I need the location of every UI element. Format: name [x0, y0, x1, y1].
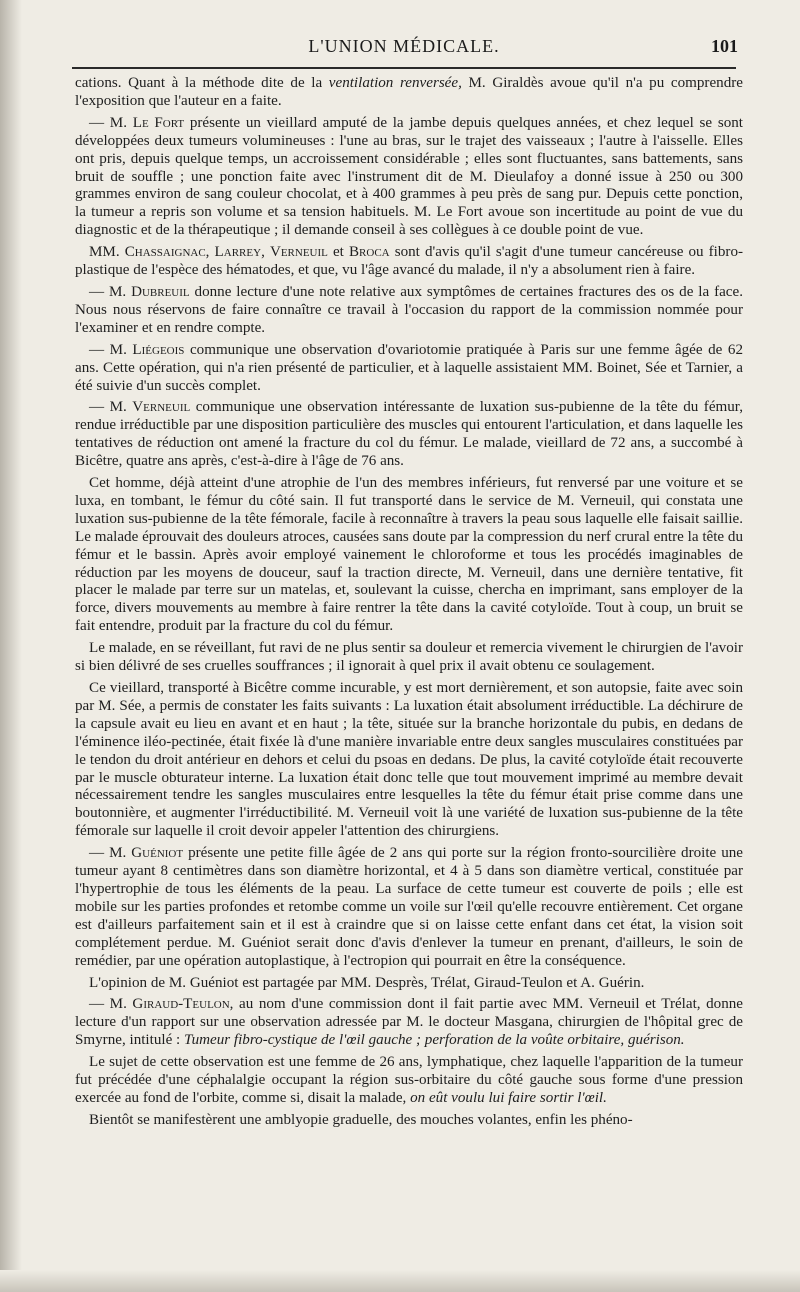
page-bottom-shadow	[0, 1270, 800, 1292]
text-run: communique une observation intéressante de luxation sus-pubienne de la tête du fémur, rendue irréductible par une disposition particulière des muscles qui entourent l'articulation, et dans laquelle les tentatives de réduction ont amené la fracture du col du fémur. Le malade, vieillard de 72 ans, a succombé à Bicêtre, quatre ans après, c'est-à-dire à l'âge de 76 ans.	[75, 399, 743, 470]
text-run: communique une observation d'ovariotomie pratiquée à Paris sur une femme âgée de 62 ans. Cette opération, qui n'a rien présenté de particulier, et à laquelle assistaient MM. Boinet, Sée et Tarnier, a été suivie d'un succès complet.	[75, 341, 743, 394]
paragraph	[75, 1112, 743, 1130]
paragraph	[75, 244, 743, 280]
italic-text: on eût voulu lui faire sortir l'œil.	[410, 1089, 607, 1106]
text-run: et	[327, 244, 349, 261]
text-run: donne lecture d'une note relative aux symptômes de certaines fractures des os de la face. Nous nous réservons de faire connaître ce travail à l'occasion du rapport de la commission nommée pour l'examiner et en rendre compte.	[75, 283, 743, 336]
author-name: Chassaignac	[124, 244, 206, 261]
text-run: ,	[205, 244, 215, 261]
text-run: — M.	[89, 341, 133, 358]
paragraph	[75, 1054, 743, 1108]
paragraph	[75, 75, 743, 111]
author-name: Verneuil	[132, 399, 191, 416]
running-title: L'UNION MÉDICALE.	[308, 36, 500, 56]
paragraph	[75, 640, 743, 676]
page-number: 101	[711, 36, 738, 56]
text-run: présente un vieillard amputé de la jambe depuis quelques années, et chez lequel se sont développées deux tumeurs volumineuses : l'une au bras, sur le trajet des vaisseaux ; l'autre à l'aisselle. Elles ont pris, depuis quelque temps, un accroissement considérable ; elles sont fluctuantes, sans battements, sans bruit de souffle ; une ponction faite avec l'instrument dit de M. Dieulafoy a donné issue à 250 ou 300 grammes environ de sang couleur chocolat, et à 400 grammes à peu près de sang pur. Depuis cette ponction, la tumeur a repris son volume et sa tension habituels. M. Le Fort avoue son incertitude au point de vue du diagnostic et de la thérapeutique ; il demande conseil à ses collègues à ce double point de vue.	[75, 114, 743, 239]
text-run: MM.	[89, 244, 125, 261]
italic-text: ventilation renversée,	[328, 75, 462, 91]
header-rule	[72, 67, 736, 69]
text-run: présente une petite fille âgée de 2 ans qui porte sur la région fronto-sourcilière droite une tumeur ayant 8 centimètres dans son diamètre horizontal, et 4 à 5 dans son diamètre vertical, constituée par l'hypertrophie de tous les éléments de la peau. La surface de cette tumeur est couverte de poils ; elle est mobile sur les parties profondes et retombe comme un voile sur l'œil qu'elle recouvre entièrement. Cet organe est d'ailleurs parfaitement sain et il est à craindre que si on laisse cette enfant dans cet état, la vision soit complétement perdue. M. Guéniot serait donc d'avis d'enlever la tumeur en prenant, d'ailleurs, le soin de remédier, par une opération autoplastique, à l'ectropion qui pourrait en être la conséquence.	[75, 845, 743, 969]
author-name: Liégeois	[132, 341, 185, 358]
text-run: Bientôt se manifestèrent une amblyopie graduelle, des mouches volantes, enfin les phéno-	[89, 1111, 633, 1128]
paragraph	[75, 996, 743, 1050]
paragraph	[75, 342, 743, 396]
text-run: — M.	[89, 845, 132, 862]
text-run: , au nom d'une commission dont il fait partie avec MM. Verneuil et Trélat, donne lecture d'un rapport sur une observation adressée par M. le docteur Masgana, chirurgien de l'hôpital grec de Smyrne, intitulé :	[75, 996, 743, 1049]
paragraph	[75, 975, 743, 993]
text-run: L'opinion de M. Guéniot est partagée par MM. Desprès, Trélat, Giraud-Teulon et A. Guérin.	[89, 974, 645, 991]
text-run: cations. Quant à la méthode dite de la	[75, 75, 329, 91]
text-run: — M.	[89, 114, 133, 131]
text-run: Le malade, en se réveillant, fut ravi de ne plus sentir sa douleur et remercia vivement le chirurgien de l'avoir si bien délivré de ses cruelles souffrances ; il ignorait à quel prix il avait obtenu ce soulagement.	[75, 640, 743, 675]
author-name: Broca	[348, 244, 390, 261]
paragraph	[75, 845, 743, 970]
page-edge-shadow	[0, 0, 22, 1292]
paragraph	[75, 680, 743, 841]
italic-text: Tumeur fibro-cystique de l'œil gauche ; perforation de la voûte orbitaire, guérison.	[184, 1032, 685, 1049]
text-run: ,	[261, 244, 270, 261]
paragraph	[75, 284, 743, 338]
paragraph	[75, 475, 743, 636]
text-run: Le sujet de cette observation est une femme de 26 ans, lymphatique, chez laquelle l'apparition de la tumeur fut précédée d'une céphalalgie occupant la région sus-orbitaire du côté gauche sous forme d'une pression exercée au fond de l'orbite, comme si, disait la malade,	[75, 1054, 743, 1106]
article-body	[75, 75, 743, 1134]
author-name: Dubreuil	[131, 283, 190, 300]
author-name: Larrey	[214, 244, 262, 261]
text-run: — M.	[89, 996, 133, 1013]
text-run: Cet homme, déjà atteint d'une atrophie de l'un des membres inférieurs, fut renversé par une voiture et se luxa, en tombant, le fémur du côté sain. Il fut transporté dans le service de M. Verneuil, qui constata une luxation sus-pubienne de la tête fémorale, facile à reconnaître à travers la peau sous laquelle elle faisait saillie. Le malade éprouvait des douleurs atroces, causées sans doute par la compression du nerf crural entre la tête du fémur et le bassin. Après avoir employé vainement le chloroforme et tous les procédés imaginables de réduction par les moyens de douceur, sauf la traction directe, M. Verneuil, dans une dernière tentative, fit placer le malade par terre sur un matelas, et, soulevant la cuisse, chercha en imprimant, sans employer de la force, divers mouvements au membre à faire rentrer la tête dans la cavité cotyloïde. Tout à coup, un bruit se fait entendre, produit par la fracture du col du fémur.	[75, 475, 743, 635]
text-run: — M.	[89, 283, 132, 300]
text-run: Ce vieillard, transporté à Bicêtre comme incurable, y est mort dernièrement, et son autopsie, faite avec soin par M. Sée, a permis de constater les faits suivants : La luxation était absolument irréductible. La déchirure de la capsule avait eu lieu en avant et en haut ; la tête, située sur la branche horizontale du pubis, en dedans de l'éminence iléo-pectinée, était fixée là d'une manière invariable entre deux sangles musculaires constituées par le tendon du droit antérieur en dehors et celui du psoas en dedans. De plus, la cavité cotyloïde était recouverte par le muscle obturateur interne. La luxation était donc telle que tout mouvement imprimé au membre devait nécessairement tendre les sangles musculaires entre lesquelles la tête du fémur était prise comme dans une boutonnière, et augmenter l'irréductibilité. M. Verneuil voit là une variété de luxation sus-pubienne de la tête fémorale sur laquelle il croit devoir appeler l'attention des chirurgiens.	[75, 680, 743, 840]
text-run: sont d'avis qu'il s'agit d'une tumeur cancéreuse ou fibro-plastique de l'espèce des hématodes, et que, vu l'âge avancé du malade, il n'y a absolument rien à faire.	[75, 244, 744, 279]
running-header	[70, 36, 738, 64]
author-name: Giraud-Teulon	[132, 996, 230, 1013]
author-name: Le Fort	[132, 114, 185, 131]
paragraph	[75, 115, 743, 240]
author-name: Guéniot	[131, 845, 184, 862]
text-run: — M.	[89, 399, 133, 416]
text-run: M. Giraldès avoue qu'il n'a pu comprendre l'exposition que l'auteur en a faite.	[75, 75, 743, 109]
author-name: Verneuil	[269, 244, 328, 261]
paragraph	[75, 399, 743, 471]
